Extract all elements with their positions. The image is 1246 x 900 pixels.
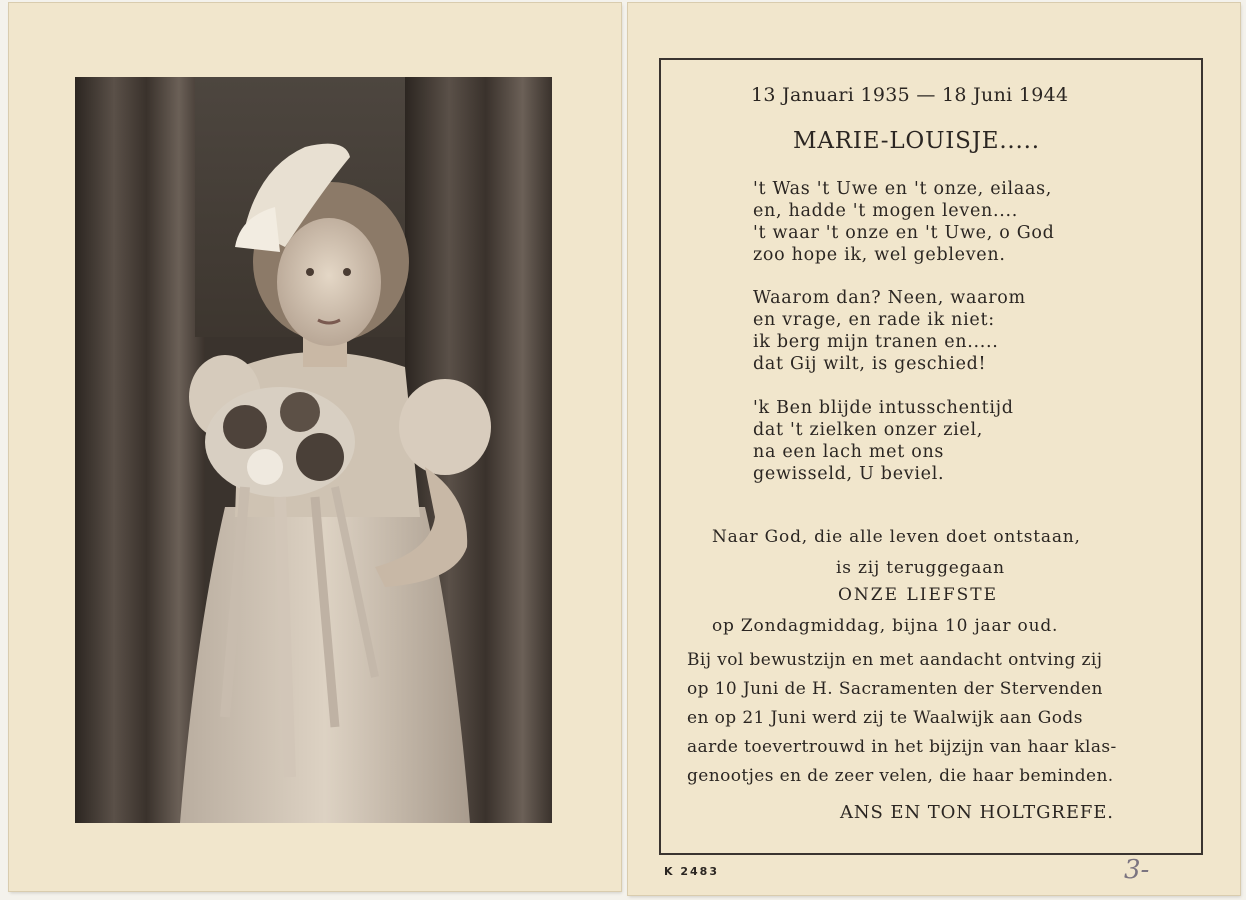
photo-card: [9, 3, 621, 891]
handwritten-mark: 3-: [1124, 855, 1150, 885]
poem-line: en, hadde 't mogen leven....: [753, 201, 1019, 221]
life-dates: 13 Januari 1935 — 18 Juni 1944: [751, 84, 1069, 106]
poem-line: 't waar 't onze en 't Uwe, o God: [753, 223, 1055, 243]
poem-line: 'k Ben blijde intusschentijd: [753, 398, 1014, 418]
paragraph-line: Bij vol bewustzijn en met aandacht ontving zij: [687, 650, 1103, 670]
paragraph-line: aarde toevertrouwd in het bijzijn van haar klas-: [687, 737, 1117, 757]
poem-line: dat 't zielken onzer ziel,: [753, 420, 984, 440]
announcement-line: Naar God, die alle leven doet ontstaan,: [712, 527, 1081, 547]
poem-line: Waarom dan? Neen, waarom: [753, 288, 1026, 308]
girl-portrait-illustration: [75, 77, 552, 823]
poem-line: gewisseld, U beviel.: [753, 464, 945, 484]
paragraph-line: op 10 Juni de H. Sacramenten der Stervenden: [687, 679, 1103, 699]
poem-line: zoo hope ik, wel gebleven.: [753, 245, 1006, 265]
announcement-line: ONZE LIEFSTE: [838, 585, 999, 605]
poem-line: en vrage, en rade ik niet:: [753, 310, 995, 330]
text-card: [628, 3, 1240, 895]
announcement-line: is zij teruggegaan: [836, 558, 1005, 578]
announcement-line: op Zondagmiddag, bijna 10 jaar oud.: [712, 616, 1059, 636]
deceased-name: MARIE-LOUISJE.....: [793, 128, 1040, 154]
poem-line: 't Was 't Uwe en 't onze, eilaas,: [753, 179, 1053, 199]
poem-line: dat Gij wilt, is geschied!: [753, 354, 987, 374]
portrait-photo: [75, 77, 552, 823]
signature: ANS EN TON HOLTGREFE.: [840, 802, 1114, 823]
poem-line: na een lach met ons: [753, 442, 945, 462]
paragraph-line: en op 21 Juni werd zij te Waalwijk aan Gods: [687, 708, 1083, 728]
paragraph-line: genootjes en de zeer velen, die haar beminden.: [687, 766, 1114, 786]
print-code: K 2483: [664, 865, 719, 878]
poem-line: ik berg mijn tranen en.....: [753, 332, 999, 352]
